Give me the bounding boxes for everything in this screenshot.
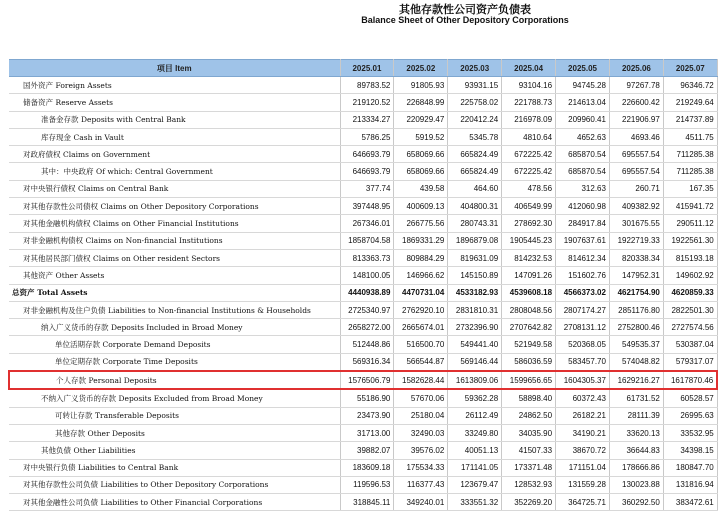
value-cell: 213334.27 <box>340 111 394 128</box>
table-row <box>9 111 717 128</box>
value-cell: 377.74 <box>340 180 394 197</box>
row-label-en: Foreign Assets <box>55 80 112 90</box>
row-label-en: Cash in Vault <box>73 132 124 142</box>
value-cell: 512448.86 <box>340 336 394 353</box>
value-cell: 813363.73 <box>340 249 394 266</box>
value-cell: 38670.72 <box>556 442 610 459</box>
value-cell: 214737.89 <box>663 111 717 128</box>
value-cell: 2708131.12 <box>556 319 610 336</box>
value-cell: 646693.79 <box>340 146 394 163</box>
value-cell: 119596.53 <box>340 476 394 493</box>
row-label-cn: 总资产 <box>12 288 35 298</box>
value-cell: 1617870.46 <box>663 371 717 389</box>
value-cell: 815193.18 <box>663 249 717 266</box>
value-cell: 123679.47 <box>448 476 502 493</box>
row-label-cn: 单位定期存款 <box>55 357 100 367</box>
value-cell: 178666.86 <box>609 459 663 476</box>
row-label <box>9 353 340 371</box>
page-title-cn: 其他存款性公司资产负债表 <box>399 3 531 16</box>
table-row <box>9 163 717 180</box>
row-label-en: Liabilities to Central Bank <box>78 463 179 473</box>
table-row <box>9 319 717 336</box>
row-label-en: Other Assets <box>55 270 105 280</box>
value-cell: 2762920.10 <box>394 301 448 318</box>
value-cell: 711285.38 <box>663 163 717 180</box>
row-label-cn: 对中央银行债权 <box>23 184 76 194</box>
value-cell: 383472.61 <box>663 494 717 511</box>
row-label <box>9 319 340 336</box>
row-label <box>9 198 340 215</box>
value-cell: 60372.43 <box>556 389 610 407</box>
table-row <box>9 424 717 441</box>
value-cell: 36644.83 <box>609 442 663 459</box>
value-cell: 33620.13 <box>609 424 663 441</box>
value-cell: 34035.90 <box>502 424 556 441</box>
row-label-en: Of which: Central Government <box>96 167 213 177</box>
table-row <box>9 407 717 424</box>
value-cell: 5786.25 <box>340 128 394 145</box>
row-label-cn: 准备金存款 <box>41 115 79 125</box>
value-cell: 171141.05 <box>448 459 502 476</box>
row-label-cn: 库存现金 <box>41 132 71 142</box>
value-cell: 4810.64 <box>502 128 556 145</box>
table-row <box>9 128 717 145</box>
value-cell: 33249.80 <box>448 424 502 441</box>
value-cell: 130023.88 <box>609 476 663 493</box>
value-cell: 400609.13 <box>394 198 448 215</box>
row-label-cn: 其他负债 <box>41 445 71 455</box>
value-cell: 566544.87 <box>394 353 448 371</box>
row-label-cn: 储备资产 <box>23 97 53 107</box>
row-label <box>9 94 340 111</box>
value-cell: 1905445.23 <box>502 232 556 249</box>
row-label <box>9 232 340 249</box>
value-cell: 58898.40 <box>502 389 556 407</box>
value-cell: 569316.34 <box>340 353 394 371</box>
row-label-en: Deposits Included in Broad Money <box>111 322 243 332</box>
value-cell: 131559.28 <box>556 476 610 493</box>
row-label-cn: 对非金融机构债权 <box>23 236 83 246</box>
value-cell: 209960.41 <box>556 111 610 128</box>
value-cell: 478.56 <box>502 180 556 197</box>
value-cell: 34398.15 <box>663 442 717 459</box>
value-cell: 61731.52 <box>609 389 663 407</box>
value-cell: 284917.84 <box>556 215 610 232</box>
value-cell: 658069.66 <box>394 163 448 180</box>
value-cell: 221788.73 <box>502 94 556 111</box>
row-label-cn: 不纳入广义货币的存款 <box>41 393 116 403</box>
period-header: 2025.07 <box>663 60 717 77</box>
value-cell: 646693.79 <box>340 163 394 180</box>
value-cell: 147952.31 <box>609 267 663 284</box>
table-row <box>9 459 717 476</box>
header-row <box>9 60 717 77</box>
value-cell: 5345.78 <box>448 128 502 145</box>
value-cell: 5919.52 <box>394 128 448 145</box>
row-label-cn: 对其他存款性公司负债 <box>23 480 98 490</box>
value-cell: 4539608.18 <box>502 284 556 301</box>
value-cell: 4470731.04 <box>394 284 448 301</box>
value-cell: 39576.02 <box>394 442 448 459</box>
row-label-en: Transferable Deposits <box>95 411 179 421</box>
row-label-en: Personal Deposits <box>88 375 157 385</box>
value-cell: 364725.71 <box>556 494 610 511</box>
row-label <box>9 371 340 389</box>
row-label-cn: 其他存款 <box>55 428 85 438</box>
row-label-en: Claims on Central Bank <box>78 184 169 194</box>
row-label <box>9 267 340 284</box>
value-cell: 1629216.27 <box>609 371 663 389</box>
row-label-en: Claims on Non-financial Institutions <box>85 236 223 246</box>
value-cell: 586036.59 <box>502 353 556 371</box>
row-label-en: Liabilities to Other Depository Corporations <box>100 480 269 490</box>
value-cell: 685870.54 <box>556 163 610 180</box>
value-cell: 685870.54 <box>556 146 610 163</box>
value-cell: 695557.54 <box>609 163 663 180</box>
value-cell: 4533182.93 <box>448 284 502 301</box>
value-cell: 171151.04 <box>556 459 610 476</box>
value-cell: 25180.04 <box>394 407 448 424</box>
value-cell: 24862.50 <box>502 407 556 424</box>
row-label-cn: 单位活期存款 <box>55 340 100 350</box>
value-cell: 290511.12 <box>663 215 717 232</box>
value-cell: 2851176.80 <box>609 301 663 318</box>
row-label <box>9 284 340 301</box>
table-row <box>9 180 717 197</box>
value-cell: 167.35 <box>663 180 717 197</box>
value-cell: 60528.57 <box>663 389 717 407</box>
value-cell: 219249.64 <box>663 94 717 111</box>
row-label <box>9 146 340 163</box>
balance-sheet-table <box>8 59 718 511</box>
row-label <box>9 494 340 511</box>
table-row <box>9 232 717 249</box>
value-cell: 147091.26 <box>502 267 556 284</box>
value-cell: 278692.30 <box>502 215 556 232</box>
value-cell: 216978.09 <box>502 111 556 128</box>
row-label <box>9 407 340 424</box>
value-cell: 1599656.65 <box>502 371 556 389</box>
row-label-cn: 对其他居民部门债权 <box>23 253 91 263</box>
item-column-header: 项目 Item <box>9 60 340 77</box>
period-header: 2025.01 <box>340 60 394 77</box>
row-label-en: Deposits with Central Bank <box>81 115 186 125</box>
value-cell: 2732396.90 <box>448 319 502 336</box>
value-cell: 28111.39 <box>609 407 663 424</box>
row-label <box>9 163 340 180</box>
table-row <box>9 94 717 111</box>
row-label <box>9 249 340 266</box>
value-cell: 2752800.46 <box>609 319 663 336</box>
value-cell: 220412.24 <box>448 111 502 128</box>
table-row <box>9 215 717 232</box>
value-cell: 2727574.56 <box>663 319 717 336</box>
table-row <box>9 284 717 301</box>
row-label <box>9 389 340 407</box>
row-label-cn: 其中：中央政府 <box>41 167 94 177</box>
value-cell: 2808048.56 <box>502 301 556 318</box>
value-cell: 301675.55 <box>609 215 663 232</box>
table-row <box>9 353 717 371</box>
value-cell: 406549.99 <box>502 198 556 215</box>
value-cell: 1576506.79 <box>340 371 394 389</box>
value-cell: 2658272.00 <box>340 319 394 336</box>
row-label-cn: 对中央银行负债 <box>23 463 76 473</box>
value-cell: 579317.07 <box>663 353 717 371</box>
value-cell: 1922561.30 <box>663 232 717 249</box>
row-label <box>9 336 340 353</box>
value-cell: 267346.01 <box>340 215 394 232</box>
row-label <box>9 459 340 476</box>
table-row <box>9 77 717 94</box>
value-cell: 148100.05 <box>340 267 394 284</box>
value-cell: 412060.98 <box>556 198 610 215</box>
table-row <box>9 442 717 459</box>
value-cell: 4566373.02 <box>556 284 610 301</box>
row-label <box>9 128 340 145</box>
value-cell: 226600.42 <box>609 94 663 111</box>
table-row <box>9 494 717 511</box>
value-cell: 266775.56 <box>394 215 448 232</box>
value-cell: 4440938.89 <box>340 284 394 301</box>
row-label-cn: 对非金融机构及住户负债 <box>23 305 106 315</box>
value-cell: 26112.49 <box>448 407 502 424</box>
row-label <box>9 476 340 493</box>
row-label-en: Reserve Assets <box>55 97 113 107</box>
row-label-en: Other Deposits <box>87 428 145 438</box>
value-cell: 23473.90 <box>340 407 394 424</box>
value-cell: 59362.28 <box>448 389 502 407</box>
value-cell: 219120.52 <box>340 94 394 111</box>
value-cell: 672225.42 <box>502 163 556 180</box>
value-cell: 1869331.29 <box>394 232 448 249</box>
value-cell: 549441.40 <box>448 336 502 353</box>
value-cell: 1858704.58 <box>340 232 394 249</box>
value-cell: 658069.66 <box>394 146 448 163</box>
value-cell: 4620859.33 <box>663 284 717 301</box>
row-label <box>9 77 340 94</box>
value-cell: 1896879.08 <box>448 232 502 249</box>
value-cell: 175534.33 <box>394 459 448 476</box>
value-cell: 583457.70 <box>556 353 610 371</box>
value-cell: 814232.53 <box>502 249 556 266</box>
value-cell: 409382.92 <box>609 198 663 215</box>
value-cell: 180847.70 <box>663 459 717 476</box>
value-cell: 665824.49 <box>448 163 502 180</box>
value-cell: 31713.00 <box>340 424 394 441</box>
value-cell: 2807174.27 <box>556 301 610 318</box>
row-label-cn: 对政府债权 <box>23 149 61 159</box>
value-cell: 2725340.97 <box>340 301 394 318</box>
value-cell: 128532.93 <box>502 476 556 493</box>
value-cell: 39882.07 <box>340 442 394 459</box>
value-cell: 672225.42 <box>502 146 556 163</box>
row-label <box>9 301 340 318</box>
value-cell: 146966.62 <box>394 267 448 284</box>
value-cell: 574048.82 <box>609 353 663 371</box>
value-cell: 1922719.33 <box>609 232 663 249</box>
value-cell: 4621754.90 <box>609 284 663 301</box>
row-label-cn: 对其他金融机构债权 <box>23 219 91 229</box>
table-row <box>9 389 717 407</box>
row-label-en: Corporate Time Deposits <box>102 357 198 367</box>
table-row <box>9 249 717 266</box>
row-label-en: Claims on Government <box>63 149 151 159</box>
value-cell: 2831810.31 <box>448 301 502 318</box>
value-cell: 814612.34 <box>556 249 610 266</box>
value-cell: 819631.09 <box>448 249 502 266</box>
table-row <box>9 336 717 353</box>
value-cell: 26995.63 <box>663 407 717 424</box>
value-cell: 221906.97 <box>609 111 663 128</box>
row-label-cn: 个人存款 <box>56 375 86 385</box>
value-cell: 312.63 <box>556 180 610 197</box>
row-label-cn: 国外资产 <box>23 80 53 90</box>
value-cell: 2707642.82 <box>502 319 556 336</box>
row-label-en: Liabilities to Other Financial Corporations <box>100 497 263 507</box>
table-row <box>9 146 717 163</box>
value-cell: 549535.37 <box>609 336 663 353</box>
value-cell: 220929.47 <box>394 111 448 128</box>
value-cell: 173371.48 <box>502 459 556 476</box>
value-cell: 1907637.61 <box>556 232 610 249</box>
value-cell: 1604305.37 <box>556 371 610 389</box>
row-label <box>9 180 340 197</box>
value-cell: 439.58 <box>394 180 448 197</box>
value-cell: 260.71 <box>609 180 663 197</box>
value-cell: 96346.72 <box>663 77 717 94</box>
value-cell: 1582628.44 <box>394 371 448 389</box>
value-cell: 349240.01 <box>394 494 448 511</box>
value-cell: 397448.95 <box>340 198 394 215</box>
value-cell: 352269.20 <box>502 494 556 511</box>
period-header: 2025.06 <box>609 60 663 77</box>
row-label-en: Deposits Excluded from Broad Money <box>118 393 263 403</box>
value-cell: 93931.15 <box>448 77 502 94</box>
table-row <box>9 476 717 493</box>
value-cell: 695557.54 <box>609 146 663 163</box>
value-cell: 2665674.01 <box>394 319 448 336</box>
value-cell: 41507.33 <box>502 442 556 459</box>
row-label-en: Total Assets <box>37 288 88 298</box>
row-label-cn: 其他资产 <box>23 270 53 280</box>
value-cell: 40051.13 <box>448 442 502 459</box>
row-label-cn: 对其他存款性公司债权 <box>23 201 98 211</box>
value-cell: 464.60 <box>448 180 502 197</box>
value-cell: 32490.03 <box>394 424 448 441</box>
value-cell: 4511.75 <box>663 128 717 145</box>
value-cell: 226848.99 <box>394 94 448 111</box>
value-cell: 1613809.06 <box>448 371 502 389</box>
period-header: 2025.05 <box>556 60 610 77</box>
value-cell: 820338.34 <box>609 249 663 266</box>
table-row <box>9 267 717 284</box>
row-label-en: Corporate Demand Deposits <box>102 340 211 350</box>
value-cell: 116377.43 <box>394 476 448 493</box>
value-cell: 521949.58 <box>502 336 556 353</box>
value-cell: 280743.31 <box>448 215 502 232</box>
value-cell: 94745.28 <box>556 77 610 94</box>
value-cell: 91805.93 <box>394 77 448 94</box>
row-label <box>9 215 340 232</box>
value-cell: 665824.49 <box>448 146 502 163</box>
period-header: 2025.04 <box>502 60 556 77</box>
value-cell: 809884.29 <box>394 249 448 266</box>
value-cell: 97267.78 <box>609 77 663 94</box>
value-cell: 530387.04 <box>663 336 717 353</box>
value-cell: 183609.18 <box>340 459 394 476</box>
value-cell: 569146.44 <box>448 353 502 371</box>
value-cell: 318845.11 <box>340 494 394 511</box>
value-cell: 55186.90 <box>340 389 394 407</box>
value-cell: 4652.63 <box>556 128 610 145</box>
row-label-cn: 纳入广义货币的存款 <box>41 322 109 332</box>
row-label-en: Liabilities to Non-financial Institutions & Households <box>108 305 311 315</box>
table-body <box>9 77 717 511</box>
value-cell: 26182.21 <box>556 407 610 424</box>
row-label-en: Other Liabilities <box>73 445 136 455</box>
value-cell: 333551.32 <box>448 494 502 511</box>
value-cell: 516500.70 <box>394 336 448 353</box>
value-cell: 711285.38 <box>663 146 717 163</box>
table-row-highlighted <box>9 371 717 389</box>
row-label <box>9 442 340 459</box>
value-cell: 145150.89 <box>448 267 502 284</box>
row-label-en: Claims on Other Financial Institutions <box>93 219 239 229</box>
value-cell: 214613.04 <box>556 94 610 111</box>
page-title-en: Balance Sheet of Other Depository Corporations <box>361 15 569 25</box>
table-row <box>9 301 717 318</box>
value-cell: 33532.95 <box>663 424 717 441</box>
value-cell: 149602.92 <box>663 267 717 284</box>
value-cell: 131816.94 <box>663 476 717 493</box>
value-cell: 2822501.30 <box>663 301 717 318</box>
value-cell: 34190.21 <box>556 424 610 441</box>
row-label-cn: 可转让存款 <box>55 411 93 421</box>
value-cell: 415941.72 <box>663 198 717 215</box>
row-label <box>9 424 340 441</box>
row-label-en: Claims on Other Depository Corporations <box>100 201 259 211</box>
table-row <box>9 198 717 215</box>
value-cell: 4693.46 <box>609 128 663 145</box>
period-header: 2025.02 <box>394 60 448 77</box>
value-cell: 520368.05 <box>556 336 610 353</box>
value-cell: 225758.02 <box>448 94 502 111</box>
row-label-en: Claims on Other resident Sectors <box>93 253 221 263</box>
value-cell: 360292.50 <box>609 494 663 511</box>
value-cell: 57670.06 <box>394 389 448 407</box>
value-cell: 151602.76 <box>556 267 610 284</box>
value-cell: 89783.52 <box>340 77 394 94</box>
value-cell: 93104.16 <box>502 77 556 94</box>
value-cell: 404800.31 <box>448 198 502 215</box>
row-label <box>9 111 340 128</box>
row-label-cn: 对其他金融性公司负债 <box>23 497 98 507</box>
period-header: 2025.03 <box>448 60 502 77</box>
